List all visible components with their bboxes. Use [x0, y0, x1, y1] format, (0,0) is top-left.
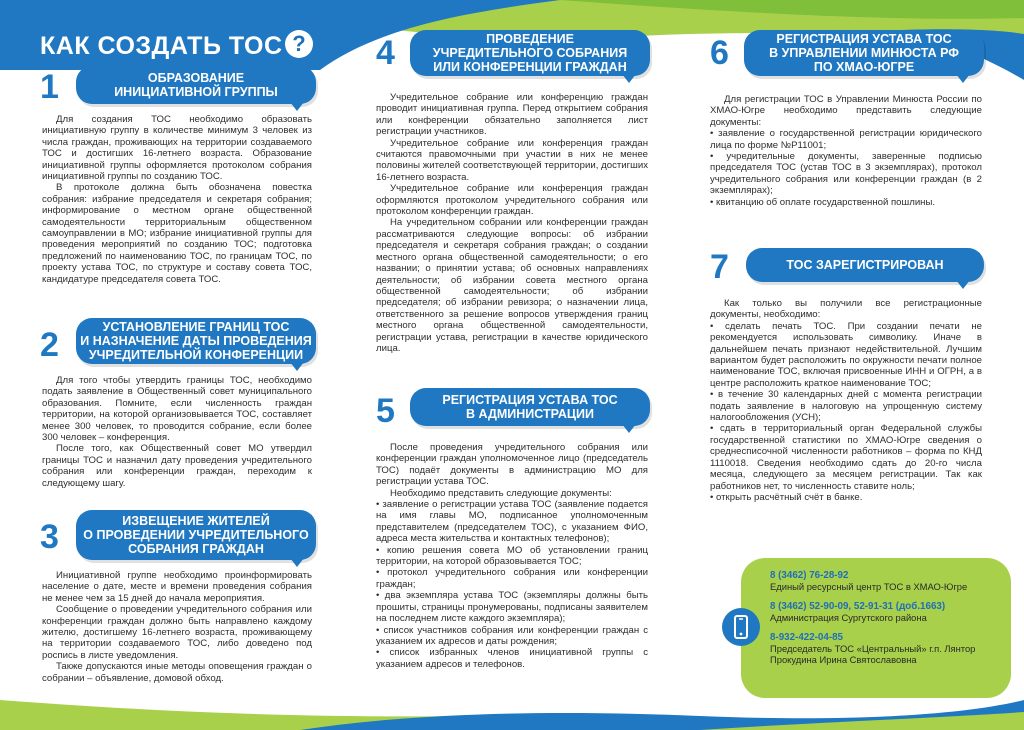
step-6-heading	[744, 30, 984, 76]
step-4-heading-line: УЧРЕДИТЕЛЬНОГО СОБРАНИЯ	[432, 46, 628, 60]
paragraph: Как только вы получили все регистрационные документы, необходимо:	[710, 298, 982, 321]
paragraph: Необходимо представить следующие документы:	[390, 487, 612, 499]
step-7-heading-line: ТОС ЗАРЕГИСТРИРОВАН	[786, 258, 944, 272]
contact-label: Председатель ТОС «Центральный» г.п. Лянтор Прокудина Ирина Святославовна	[770, 643, 976, 665]
list-item: • копию решения совета МО об установлении границ территории, на которой образовывается ТОС;	[376, 544, 648, 568]
step-1-text	[42, 114, 312, 285]
step-1-pill-tail	[290, 102, 304, 111]
contact-item	[770, 632, 1006, 665]
contact-item	[770, 570, 1006, 592]
contact-phone[interactable]: 8 (3462) 76-28-92	[770, 570, 849, 581]
paragraph: На учредительном собрании или конференции граждан рассматриваются следующие вопросы: об избрании председателя и секретаря собрания граждан; о создании местного органа общественной самодеятельности; о его названии; о принятии устава; об основных направлениях деятельности; об избрании совета местного органа общественной самодеятельности; об избрании председателя; об избрании ревизора; о назначении лица, ответственного за решение вопросов утверждения границ местного органа общественной самодеятельности, регистрации устава, регистрации в качестве юридического лица.	[376, 217, 648, 354]
step-5-heading	[410, 388, 650, 426]
step-1-number: 1	[40, 68, 59, 106]
list-item: • список участников собрания или конференции граждан с указанием их адресов и даты рождения;	[376, 624, 648, 647]
step-3-heading	[76, 510, 316, 560]
step-6-number: 6	[710, 34, 729, 72]
step-4-pill-tail	[622, 74, 636, 83]
paragraph: В протоколе должна быть обозначена повестка собрания: избрание председателя и секретаря собрания; информирование о местном органе общественной самодеятельности территориальным общественном самоуправлении в МО; избрание инициативной группы для проведения мероприятий по созданию ТОС; подготовка предложений по наименованию ТОС, по границам ТОС, по проекту устава ТОС, по структуре и составу совета ТОС, кандидатуре председателя совета ТОС.	[42, 182, 312, 285]
step-1-heading-line: ОБРАЗОВАНИЕ	[147, 71, 245, 85]
step-2-heading	[76, 318, 316, 364]
list-item: • протокол учредительного собрания или конференции граждан;	[376, 567, 648, 590]
step-4-text	[376, 92, 648, 354]
list-item: • квитанцию об оплате государственной пошлины.	[710, 196, 936, 208]
list-item: • сделать печать ТОС. При создании печати не рекомендуется использовать символику. Иначе в дальнейшем печать признают недействительной. Лучшим вариантом будет расположить по окружности печати полное наименование ТОС, включая присвоенные ИНН и ОГРН, а в центре расположить краткое наименование ТОС;	[710, 320, 982, 389]
contacts-list	[770, 570, 1006, 665]
step-5-text	[376, 442, 648, 670]
paragraph: Учредительное собрание или конференция граждан оформляются протоколом учредительного собрания или протоколом конференции граждан.	[376, 183, 648, 218]
list-item: • сдать в территориальный орган Федеральной службы государственной статистики по ХМАО-Югре сведения о среднесписочной численности работников – форма по КНД 1110018. Сведения необходимо сдать до 20-го числа месяца, следующего за месяцем регистрации. Так как работников нет, то численность ставите ноль;	[710, 423, 982, 492]
list-item: • открыть расчётный счёт в банке.	[710, 491, 863, 503]
step-2-text	[42, 375, 312, 489]
step-7-number: 7	[710, 248, 729, 286]
step-6-heading-line: ПО ХМАО-ЮГРЕ	[813, 60, 915, 74]
paragraph: Также допускаются иные методы оповещения граждан о собрании – объявление, домовой обход.	[42, 661, 312, 684]
step-1-heading-line: ИНИЦИАТИВНОЙ ГРУППЫ	[114, 85, 278, 99]
step-2-heading-line: И НАЗНАЧЕНИЕ ДАТЫ ПРОВЕДЕНИЯ	[80, 334, 312, 348]
paragraph: Инициативной группе необходимо проинформировать население о дате, месте и времени проведения собрания не менее чем за 15 дней до начала мероприятия.	[42, 570, 312, 604]
step-5-heading-line: В АДМИНИСТРАЦИИ	[465, 407, 595, 421]
step-4-heading-line: ПРОВЕДЕНИЕ	[486, 32, 574, 46]
step-3-heading-line: ИЗВЕЩЕНИЕ ЖИТЕЛЕЙ	[122, 514, 270, 528]
list-item: • список избранных членов инициативной группы с указанием адресов и телефонов.	[376, 647, 648, 670]
paragraph: Учредительное собрание или конференцию граждан проводит инициативная группа. Перед открытием собрания или конференции обязательно заполняется лист регистрации участников.	[376, 92, 648, 138]
paragraph: Сообщение о проведении учредительного собрания или конференции граждан должно быть направлено каждому жителю, достигшему 16-летнего возраста, проживающему на территории создаваемого ТОС, либо доведено под роспись в листе уведомления.	[42, 604, 312, 661]
contact-label: Администрация Сургутского района	[770, 612, 927, 623]
step-6-heading-line: В УПРАВЛЕНИИ МИНЮСТА РФ	[769, 46, 959, 60]
step-2-heading-line: УСТАНОВЛЕНИЕ ГРАНИЦ ТОС	[102, 320, 290, 334]
paragraph: После проведения учредительного собрания или конференции граждан уполномоченное лицо (председатель ТОС) подаёт документы в администрацию МО для регистрации устава ТОС.	[376, 442, 648, 488]
step-7-pill-tail	[956, 280, 970, 289]
paragraph: Для регистрации ТОС в Управлении Минюста России по ХМАО-Югре необходимо представить следующие документы:	[710, 94, 982, 128]
step-2-pill-tail	[290, 362, 304, 371]
paragraph: После того, как Общественный совет МО утвердил границы ТОС и назначил дату проведения учредительного собрания или конференции граждан, переходим к следующему шагу.	[42, 443, 312, 489]
phone-icon	[722, 608, 760, 646]
paragraph: Для создания ТОС необходимо образовать инициативную группу в количестве минимум 3 человек из числа граждан, проживающих на территории создаваемого ТОС и достигших 16-летнего возраста. Образование инициативной группы оформляется протоколом собрания инициативной группы по созданию ТОС.	[42, 114, 312, 183]
step-3-pill-tail	[290, 558, 304, 567]
contact-phone[interactable]: 8 (3462) 52-90-09, 52-91-31 (доб.1663)	[770, 601, 946, 612]
phone-icon-glyph	[722, 608, 760, 646]
step-5-heading-line: РЕГИСТРАЦИЯ УСТАВА ТОС	[442, 393, 618, 407]
list-item: • в течение 30 календарных дней с момента регистрации подать заявление в налоговую на упрощенную систему налогообложения (УСН);	[710, 389, 982, 424]
list-item: • заявление о государственной регистрации юридического лица по форме №Р11001;	[710, 128, 982, 151]
step-5-pill-tail	[622, 424, 636, 433]
step-4-number: 4	[376, 34, 395, 72]
step-4-heading	[410, 30, 650, 76]
step-4-heading-line: ИЛИ КОНФЕРЕНЦИИ ГРАЖДАН	[433, 60, 627, 74]
step-7-text	[710, 298, 982, 503]
list-item: • два экземпляра устава ТОС (экземпляры должны быть прошиты, страницы пронумерованы, подписаны заявителем на последнем листе каждого экземпляра);	[376, 590, 648, 625]
step-2-heading-line: УЧРЕДИТЕЛЬНОЙ КОНФЕРЕНЦИИ	[88, 348, 304, 362]
step-6-heading-line: РЕГИСТРАЦИЯ УСТАВА ТОС	[776, 32, 952, 46]
step-3-text	[42, 570, 312, 684]
step-2-number: 2	[40, 326, 59, 364]
contact-label: Единый ресурсный центр ТОС в ХМАО-Югре	[770, 581, 968, 592]
paragraph: Для того чтобы утвердить границы ТОС, необходимо подать заявление в Общественный совет муниципального образования. Помните, если численность граждан территории, на которой организовывается ТОС, составляет менее 300 человек, то проводится собрание, если более 300 человек – конференция.	[42, 375, 312, 444]
page-title: КАК СОЗДАТЬ ТОС	[40, 32, 283, 60]
list-item: • учредительные документы, заверенные подписью председателя ТОС (устав ТОС в 3 экземплярах), протокол учредительного собрания или конференции граждан (в 2 экземплярах);	[710, 151, 982, 197]
step-3-heading-line: СОБРАНИЯ ГРАЖДАН	[128, 542, 264, 556]
contact-item	[770, 601, 1006, 623]
step-5-number: 5	[376, 392, 395, 430]
step-6-pill-tail	[956, 74, 970, 83]
list-item: • заявление о регистрации устава ТОС (заявление подается на имя главы МО, подписанное уполномоченным представителем (председателем ТОС), с указанием ФИО, адреса места жительства и контактных телефонов);	[376, 499, 648, 545]
question-icon: ?	[285, 30, 313, 58]
step-7-heading	[746, 248, 984, 282]
step-3-heading-line: О ПРОВЕДЕНИИ УЧРЕДИТЕЛЬНОГО	[83, 528, 309, 542]
step-6-text	[710, 94, 982, 208]
step-1-heading	[76, 66, 316, 104]
contact-phone[interactable]: 8-932-422-04-85	[770, 632, 843, 643]
step-3-number: 3	[40, 518, 59, 556]
paragraph: Учредительное собрание или конференция граждан считаются правомочными при участии в них не менее половины жителей соответствующей территории, достигших 16-летнего возраста.	[376, 137, 648, 183]
